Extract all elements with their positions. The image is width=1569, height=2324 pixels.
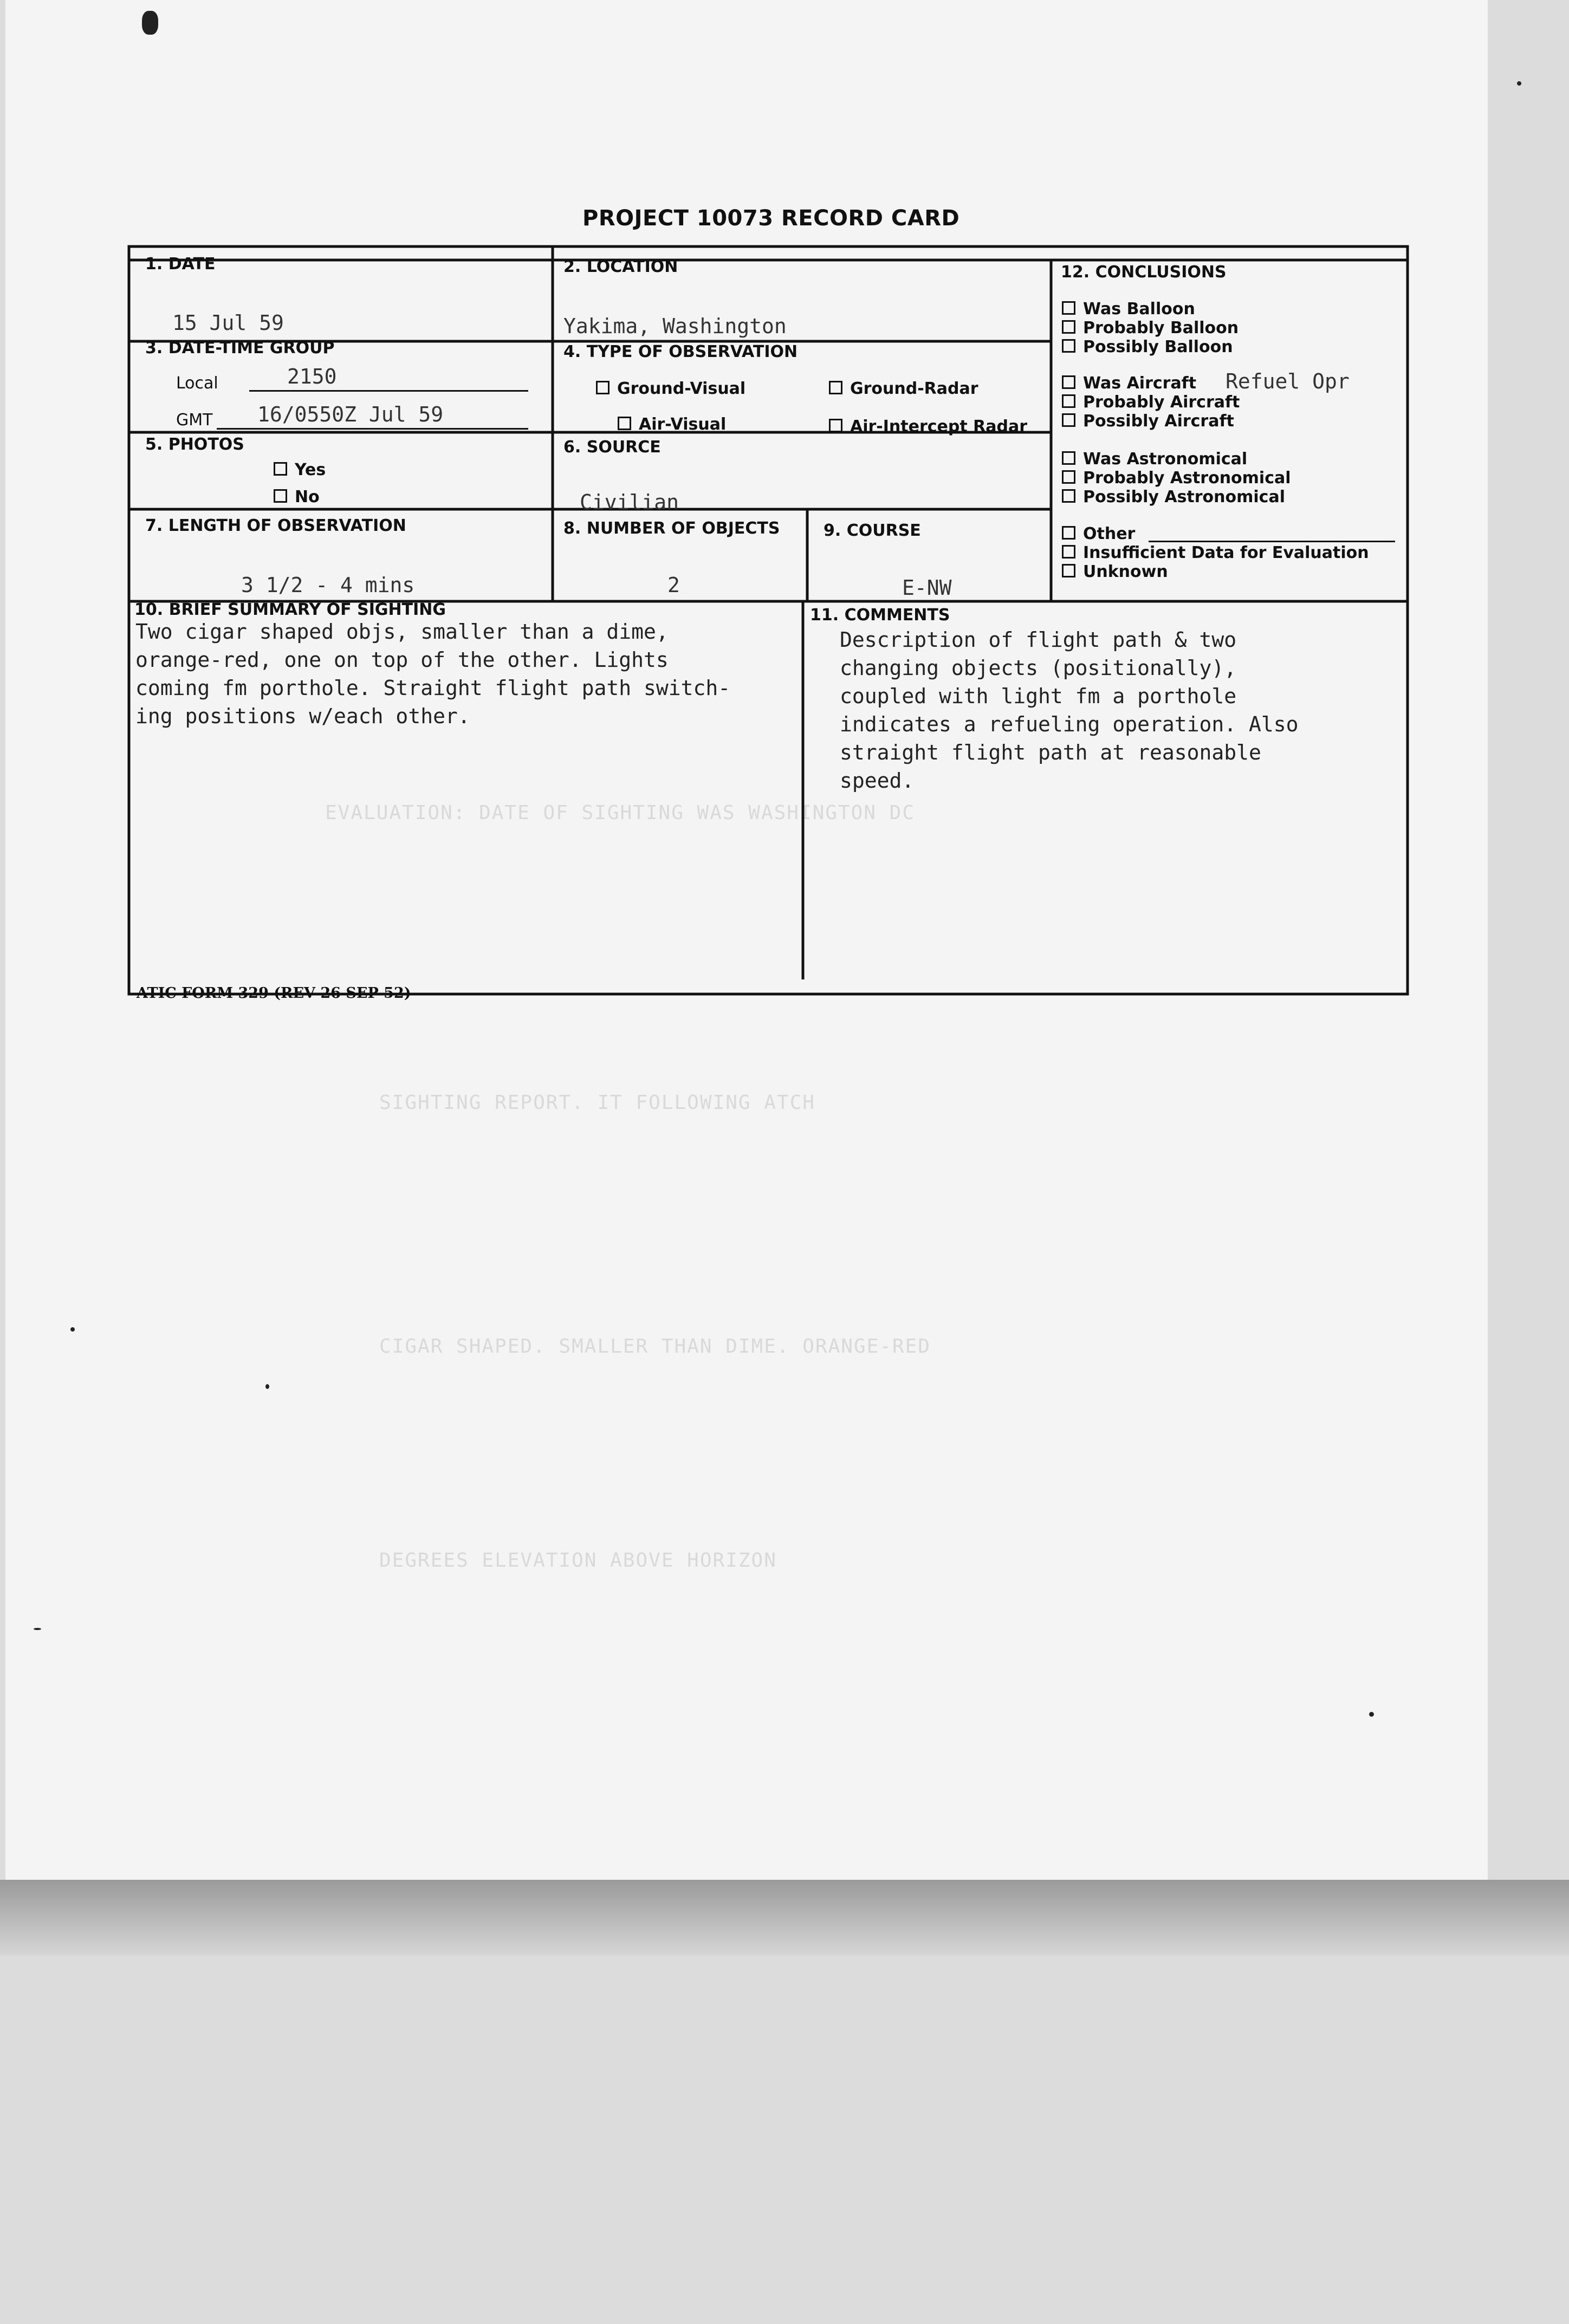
checkbox[interactable] [1062,489,1075,503]
conclusion-probably-balloon[interactable]: Probably Balloon [1062,319,1239,337]
gmt-value: 16/0550Z Jul 59 [257,403,444,426]
checkbox[interactable] [274,462,287,476]
checkbox[interactable] [596,381,610,394]
length-label: 7. LENGTH OF OBSERVATION [145,516,406,535]
conclusion-possibly-balloon[interactable]: Possibly Balloon [1062,337,1233,356]
other-underline [1149,541,1395,542]
bleed-through-text: EVALUATION: DATE OF SIGHTING WAS WASHINGTON DC [325,802,915,824]
date-time-group-label: 3. DATE-TIME GROUP [145,339,335,358]
form-id: ATIC FORM 329 (REV 26 SEP 52) [137,985,411,1002]
photos-label: 5. PHOTOS [145,435,244,454]
checkbox[interactable] [829,381,842,394]
page-title: PROJECT 10073 RECORD CARD [582,206,960,231]
conclusion-insufficient-data[interactable]: Insufficient Data for Evaluation [1062,543,1369,562]
date-label: 1. DATE [145,255,216,274]
length-value: 3 1/2 - 4 mins [241,573,415,597]
option-air-visual[interactable]: Air-Visual [618,415,726,434]
course-label: 9. COURSE [824,521,921,540]
summary-label: 10. BRIEF SUMMARY OF SIGHTING [134,600,446,619]
source-value: Civilian [580,490,679,514]
option-air-intercept-radar[interactable]: Air-Intercept Radar [829,417,1027,436]
aircraft-note: Refuel Opr [1226,369,1350,393]
conclusion-unknown[interactable]: Unknown [1062,562,1168,581]
bleed-through-text: DEGREES ELEVATION ABOVE HORIZON [379,1549,777,1572]
location-label: 2. LOCATION [563,257,678,276]
scan-speck [34,1628,41,1630]
scan-shadow [0,1880,1569,1956]
scan-speck [70,1327,75,1332]
checkbox[interactable] [1062,320,1075,334]
location-value: Yakima, Washington [563,314,787,338]
option-photos-no[interactable]: No [274,488,320,507]
checkbox[interactable] [829,419,842,432]
conclusion-was-balloon[interactable]: Was Balloon [1062,300,1195,319]
bleed-through-text: SIGHTING REPORT. IT FOLLOWING ATCH [379,1092,815,1114]
date-value: 15 Jul 59 [172,311,284,335]
conclusion-possibly-aircraft[interactable]: Possibly Aircraft [1062,412,1234,431]
checkbox[interactable] [618,417,631,430]
course-value: E-NW [902,576,952,600]
option-photos-yes[interactable]: Yes [274,460,326,479]
conclusions-label: 12. CONCLUSIONS [1061,263,1227,282]
checkbox[interactable] [1062,470,1075,484]
checkbox[interactable] [1062,301,1075,315]
checkbox[interactable] [1062,451,1075,465]
conclusion-probably-astronomical[interactable]: Probably Astronomical [1062,469,1291,488]
number-of-objects-label: 8. NUMBER OF OBJECTS [563,519,780,538]
conclusion-other[interactable]: Other [1062,524,1135,543]
source-label: 6. SOURCE [563,438,661,457]
local-label: Local [176,374,218,393]
gmt-label: GMT [176,411,213,430]
summary-text: Two cigar shaped objs, smaller than a dime, orange-red, one on top of the other. Lights coming fm porthole. Straight flight path switch- ing positions w/each other. [135,620,731,728]
checkbox[interactable] [274,489,287,503]
type-of-observation-label: 4. TYPE OF OBSERVATION [563,342,798,361]
checkbox[interactable] [1062,339,1075,353]
local-time-value: 2150 [287,365,337,388]
comments-text: Description of flight path & two changing objects (positionally), coupled with light fm a porthole indicates a refueling operation. Also straight flight path at reasonable speed. [840,628,1299,793]
conclusion-was-astronomical[interactable]: Was Astronomical [1062,450,1247,469]
conclusion-possibly-astronomical[interactable]: Possibly Astronomical [1062,488,1285,507]
conclusion-probably-aircraft[interactable]: Probably Aircraft [1062,393,1240,412]
checkbox[interactable] [1062,564,1075,577]
gmt-underline [217,428,528,430]
conclusion-was-aircraft[interactable]: Was Aircraft [1062,374,1196,393]
scan-speck [1369,1712,1374,1717]
option-ground-radar[interactable]: Ground-Radar [829,379,978,398]
scan-speck [265,1384,269,1389]
option-ground-visual[interactable]: Ground-Visual [596,379,745,398]
local-time-underline [249,390,528,392]
checkbox[interactable] [1062,413,1075,427]
comments-label: 11. COMMENTS [810,606,950,625]
record-card [0,0,1569,1083]
bleed-through-text: CIGAR SHAPED. SMALLER THAN DIME. ORANGE-RED [379,1335,931,1358]
checkbox[interactable] [1062,545,1075,559]
number-of-objects-value: 2 [667,573,680,597]
checkbox[interactable] [1062,526,1075,540]
checkbox[interactable] [1062,394,1075,408]
checkbox[interactable] [1062,375,1075,389]
